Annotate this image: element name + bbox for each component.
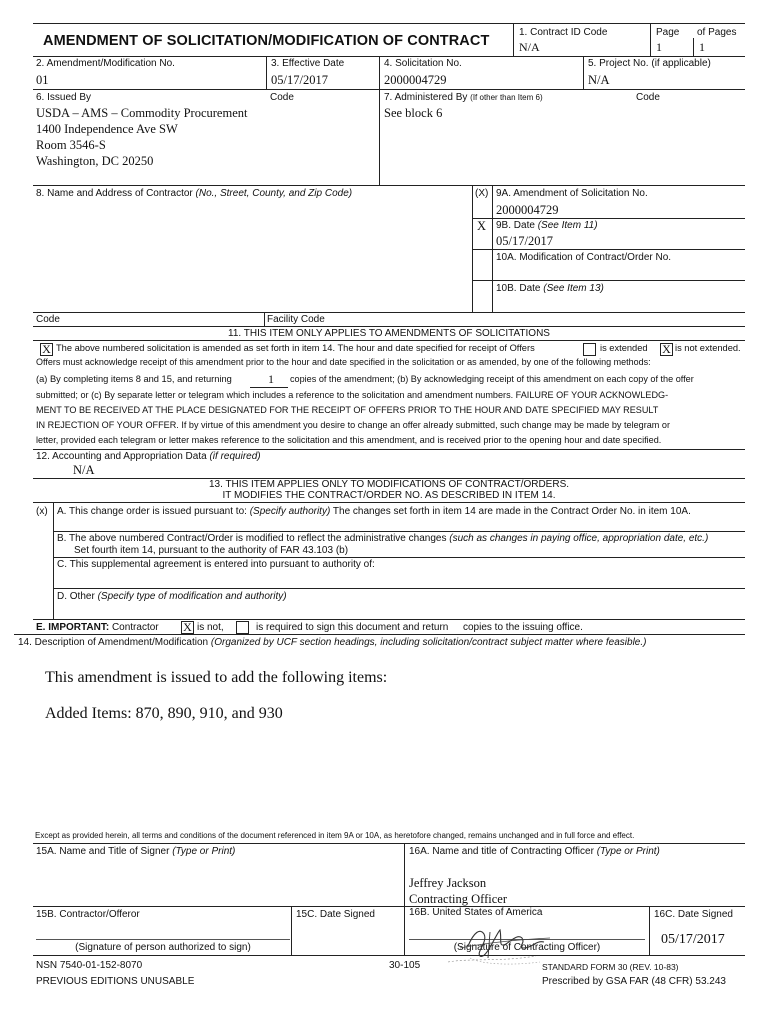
item-14-body-1: This amendment is issued to add the following items: — [45, 669, 388, 686]
item-12-value: N/A — [73, 463, 95, 477]
previous-editions: PREVIOUS EDITIONS UNUSABLE — [36, 976, 195, 987]
item-11-line-1: The above numbered solicitation is amended as set forth in item 14. The hour and date specified for receipt of Offers — [56, 343, 535, 353]
label-9b: 9B. Date (See Item 11) — [496, 220, 598, 231]
label-10b: 10B. Date (See Item 13) — [496, 283, 604, 294]
issued-by-line-3: Room 3546-S — [36, 138, 106, 152]
not-extended-label: is not extended. — [675, 343, 741, 353]
administered-by-value: See block 6 — [384, 106, 443, 120]
of-pages-value: 1 — [699, 40, 705, 54]
item-13-title-1: 13. THIS ITEM APPLIES ONLY TO MODIFICATIONS OF CONTRACT/ORDERS. — [208, 479, 570, 490]
is-required-checkbox[interactable] — [236, 621, 249, 634]
facility-code-label: Facility Code — [267, 314, 325, 325]
label-9a: 9A. Amendment of Solicitation No. — [496, 188, 648, 199]
label-15c: 15C. Date Signed — [296, 909, 375, 920]
item-13-d: D. Other (Specify type of modification and authority) — [57, 591, 287, 602]
prescribed-by: Prescribed by GSA FAR (48 CFR) 53.243 — [542, 976, 726, 987]
item-11-line-2: Offers must acknowledge receipt of this amendment prior to the hour and date specified in the solicitation or as amended, by one of the following methods: — [36, 357, 651, 367]
issued-by-label: 6. Issued By — [36, 92, 92, 103]
item-11-amended-checkbox[interactable]: X — [40, 343, 53, 356]
project-no-label: 5. Project No. (if applicable) — [588, 58, 711, 69]
administered-by-label: 7. Administered By (If other than Item 6) — [384, 92, 543, 103]
label-15a: 15A. Name and Title of Signer (Type or Print) — [36, 846, 236, 857]
page-label: Page — [656, 27, 680, 38]
item-11-line-4: submitted; or (c) By separate letter or telegram which includes a reference to the solicitation and amendment numbers. FAILURE OF YOUR ACKNOWLEDG- — [36, 390, 669, 400]
item-13-x-header: (x) — [36, 506, 48, 517]
item-11-line-3b: copies of the amendment; (b) By acknowledging receipt of this amendment on each copy of the offer — [290, 374, 694, 384]
item-13-b: B. The above numbered Contract/Order is modified to reflect the administrative changes (such as changes in paying office, appropriation date, etc.) — [57, 533, 709, 544]
is-not-checkbox[interactable]: X — [181, 621, 194, 634]
important-label: E. IMPORTANT: Contractor — [36, 622, 159, 633]
nsn-number: NSN 7540-01-152-8070 — [36, 960, 143, 971]
item-13-a: A. This change order is issued pursuant to: (Specify authority) The changes set forth in item 14 are made in the Contract Order No. in item 10A. — [57, 506, 691, 517]
value-9b: 05/17/2017 — [496, 234, 553, 248]
terms-note: Except as provided herein, all terms and conditions of the document referenced in item 9A or 10A, as heretofore changed, remains unchanged and in full force and effect. — [35, 831, 635, 840]
effective-date-value: 05/17/2017 — [271, 73, 328, 87]
project-no-value: N/A — [588, 73, 610, 87]
item-13-b-line-2: Set fourth item 14, pursuant to the authority of FAR 43.103 (b) — [74, 545, 349, 556]
issued-by-line-1: USDA – AMS – Commodity Procurement — [36, 106, 248, 120]
x-mark-9b: X — [477, 219, 487, 233]
contract-id-value: N/A — [519, 40, 540, 54]
issued-by-line-4: Washington, DC 20250 — [36, 154, 154, 168]
administered-note: (If other than Item 6) — [470, 93, 543, 102]
not-extended-checkbox[interactable]: X — [660, 343, 673, 356]
page-value: 1 — [656, 40, 662, 54]
amendment-no-value: 01 — [36, 73, 49, 87]
date-16c: 05/17/2017 — [661, 932, 725, 947]
item-13-c: C. This supplemental agreement is entered into pursuant to authority of: — [57, 559, 375, 570]
sig-caption-15: (Signature of person authorized to sign) — [75, 942, 251, 953]
form-number: 30-105 — [389, 960, 421, 971]
contractor-address-label: 8. Name and Address of Contractor (No., Street, County, and Zip Code) — [36, 188, 353, 199]
officer-name: Jeffrey Jackson — [409, 876, 487, 890]
contracting-officer-signature — [440, 918, 570, 968]
copies-label: copies to the issuing office. — [463, 622, 583, 633]
item-11-title: 11. THIS ITEM ONLY APPLIES TO AMENDMENTS OF SOLICITATIONS — [228, 328, 550, 339]
item-14-label: 14. Description of Amendment/Modification (Organized by UCF section headings, including solicitation/contract subject matter where feasible.) — [18, 637, 647, 648]
officer-title: Contracting Officer — [409, 892, 507, 906]
is-not-label: is not, — [197, 622, 224, 633]
form-title: AMENDMENT OF SOLICITATION/MODIFICATION OF CONTRACT — [43, 33, 490, 49]
solicitation-no-label: 4. Solicitation No. — [384, 58, 462, 69]
label-16c: 16C. Date Signed — [654, 909, 733, 920]
standard-form-label: STANDARD FORM 30 (REV. 10-83) — [542, 962, 679, 972]
label-16b: 16B. United States of America — [409, 907, 543, 918]
item-11-line-5: MENT TO BE RECEIVED AT THE PLACE DESIGNATED FOR THE RECEIPT OF OFFERS PRIOR TO THE HOUR AND DATE SPECIFIED MAY RESULT — [36, 405, 659, 415]
contract-id-label: 1. Contract ID Code — [519, 27, 608, 38]
of-pages-label: of Pages — [697, 27, 737, 38]
item-13-title-2: IT MODIFIES THE CONTRACT/ORDER NO. AS DESCRIBED IN ITEM 14. — [222, 490, 556, 501]
x-column-header: (X) — [475, 188, 489, 199]
solicitation-no-value: 2000004729 — [384, 73, 447, 87]
item-11-line-7: letter, provided each telegram or letter makes reference to the solicitation and this amendment, and is received prior to the opening hour and date specified. — [36, 435, 662, 445]
item-12-label: 12. Accounting and Appropriation Data (if required) — [36, 451, 261, 462]
code-label: Code — [36, 314, 60, 325]
item-11-line-6: IN REJECTION OF YOUR OFFER. If by virtue of this amendment you desire to change an offer already submitted, such change may be made by telegram or — [36, 420, 670, 430]
value-9a: 2000004729 — [496, 203, 559, 217]
item-11-line-3a: (a) By completing items 8 and 15, and returning — [36, 374, 232, 384]
item-14-body-2: Added Items: 870, 890, 910, and 930 — [45, 705, 283, 722]
amendment-no-label: 2. Amendment/Modification No. — [36, 58, 175, 69]
label-16a: 16A. Name and title of Contracting Officer (Type or Print) — [409, 846, 660, 857]
sig-caption-16: (Signature of Contracting Officer) — [453, 942, 601, 953]
is-required-label: is required to sign this document and return — [256, 622, 449, 633]
extended-label: is extended — [600, 343, 648, 353]
label-15b: 15B. Contractor/Offeror — [36, 909, 140, 920]
effective-date-label: 3. Effective Date — [271, 58, 345, 69]
copies-to-return: 1 — [268, 372, 274, 386]
issued-by-line-2: 1400 Independence Ave SW — [36, 122, 178, 136]
issued-code-label: Code — [270, 92, 294, 103]
label-10a: 10A. Modification of Contract/Order No. — [496, 252, 672, 263]
administered-code-label: Code — [636, 92, 660, 103]
